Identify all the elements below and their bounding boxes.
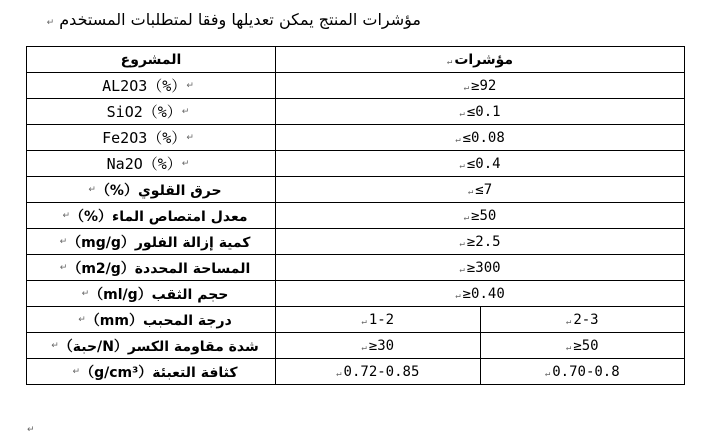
paragraph-mark-icon: ↵: [459, 108, 465, 119]
table-row: [27, 125, 685, 151]
paragraph-mark-icon: ↵: [59, 262, 68, 273]
paragraph-mark-icon: ↵: [361, 342, 367, 353]
header-indicators-cell: [276, 47, 685, 73]
paragraph-mark-icon: ↵: [459, 264, 465, 275]
parameter-label: درجة المحبب（mm）: [85, 312, 232, 329]
paragraph-mark-icon: ↵: [467, 186, 474, 197]
indicator-value-a: 0.72-0.85: [343, 363, 420, 380]
parameter-label: المساحة المحددة（m2/g）: [67, 260, 251, 277]
page-title: مؤشرات المنتج يمكن تعديلها وفقا لمتطلبات المستخدم: [59, 10, 421, 29]
table-row: [27, 307, 685, 333]
indicator-value-a: ≥30: [368, 337, 395, 354]
indicator-value: ≥0.40: [462, 285, 505, 302]
paragraph-mark-icon: ↵: [181, 158, 190, 169]
table-row: [27, 359, 685, 385]
indicator-value-a: 1-2: [368, 311, 395, 328]
parameter-label: Fe2O3（%）: [102, 129, 187, 147]
paragraph-mark-icon: ↵: [46, 18, 55, 28]
table-row: [27, 229, 685, 255]
paragraph-mark-icon: ↵: [455, 134, 461, 145]
paragraph-mark-icon: ↵: [446, 56, 453, 67]
indicator-value: ≥50: [471, 207, 497, 224]
header-project-label: المشروع: [120, 51, 182, 68]
paragraph-mark-icon: ↵: [459, 238, 465, 249]
table-row: [27, 203, 685, 229]
paragraph-mark-icon: ↵: [62, 210, 71, 221]
parameter-label: Na2O（%）: [106, 155, 182, 173]
indicator-value: ≥2.5: [466, 233, 501, 250]
paragraph-mark-icon: ↵: [544, 368, 551, 379]
paragraph-mark-icon: ↵: [27, 425, 35, 435]
indicator-value-b: 2-3: [573, 311, 599, 328]
header-project-cell: [27, 47, 276, 73]
paragraph-mark-icon: ↵: [565, 316, 572, 327]
indicator-value: ≤0.08: [462, 129, 505, 146]
indicator-value-b: ≥50: [573, 337, 599, 354]
parameter-label: كثافة التعبئة（g/cm³）: [80, 364, 238, 381]
paragraph-mark-icon: ↵: [565, 342, 572, 353]
indicator-value: ≤0.4: [466, 155, 501, 172]
indicator-value: ≥92: [471, 77, 497, 94]
indicator-value: ≤0.1: [466, 103, 501, 120]
table-row: [27, 255, 685, 281]
parameter-label: AL2O3（%）: [102, 77, 187, 95]
table-row: [27, 99, 685, 125]
paragraph-mark-icon: ↵: [459, 160, 465, 171]
parameter-label: شدة مقاومة الكسر（N/حبة）: [58, 338, 259, 355]
table-row: [27, 177, 685, 203]
paragraph-mark-icon: ↵: [81, 288, 90, 299]
specifications-table: [26, 46, 685, 385]
paragraph-mark-icon: ↵: [186, 80, 194, 91]
paragraph-mark-icon: ↵: [186, 132, 194, 143]
paragraph-mark-icon: ↵: [59, 236, 68, 247]
indicator-value-b: 0.70-0.8: [552, 363, 620, 380]
paragraph-mark-icon: ↵: [181, 106, 190, 117]
parameter-label: معدل امتصاص الماء（%）: [70, 208, 248, 225]
paragraph-mark-icon: ↵: [361, 316, 367, 327]
table-row: [27, 151, 685, 177]
paragraph-mark-icon: ↵: [455, 290, 461, 301]
header-indicators-label: مؤشرات: [454, 51, 514, 68]
parameter-label: كمية إزالة الفلور（mg/g）: [67, 234, 251, 251]
parameter-label: حرق القلوي（%）: [95, 182, 222, 199]
parameter-label: SiO2（%）: [106, 103, 182, 121]
indicator-value: ≥300: [466, 259, 501, 276]
table-row: [27, 73, 685, 99]
paragraph-mark-icon: ↵: [51, 340, 59, 351]
table-row: [27, 281, 685, 307]
paragraph-mark-icon: ↵: [463, 82, 470, 93]
paragraph-mark-icon: ↵: [88, 184, 96, 195]
paragraph-mark-icon: ↵: [72, 366, 81, 377]
table-row: [27, 333, 685, 359]
parameter-label: حجم الثقب（ml/g）: [89, 286, 229, 303]
paragraph-mark-icon: ↵: [463, 212, 470, 223]
paragraph-mark-icon: ↵: [78, 314, 86, 325]
table-header-row: [27, 47, 685, 73]
page-title-line: [26, 10, 421, 29]
indicator-value: ≤7: [475, 181, 493, 198]
paragraph-mark-icon: ↵: [336, 368, 342, 379]
